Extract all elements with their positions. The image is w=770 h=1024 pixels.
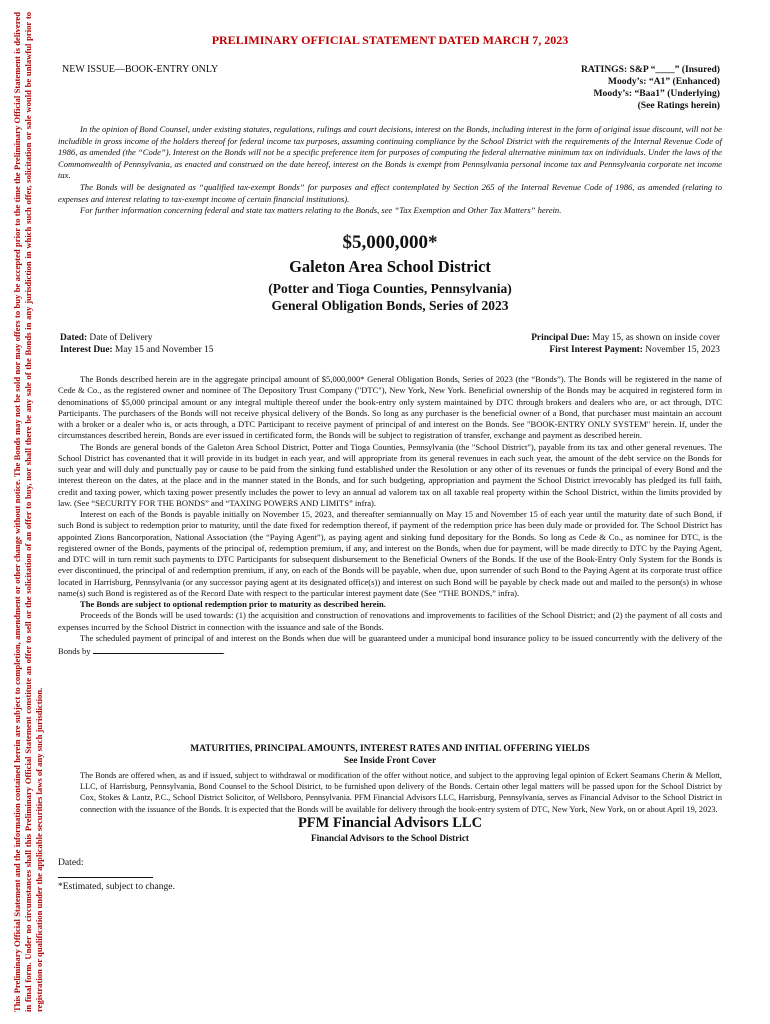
ratings-block <box>581 64 720 112</box>
offering-paragraph: The Bonds are offered when, as and if issued, subject to withdrawal or modification of the offer without notice, and subject to the approving legal opinion of Eckert Seamans Cherin & Mellott, LLC, of Harrisburg, Pennsylvania, Bond Counsel to the School District, to be furnished upon delivery of the Bonds. Certain other legal matters will be passed upon for the School District by Cox, Stokes & Lantz, P.C., School District Solicitor, of Wellsboro, Pennsylvania. PFM Financial Advisors LLC, Harrisburg, Pennsylvania, serves as Financial Advisor to the School District in connection with the issuance of the Bonds. It is expected that the Bonds will be available for delivery through the book-entry system of DTC, New York, New York, on or about April 19, 2023. <box>80 771 722 814</box>
dated-label: Dated: <box>60 333 88 343</box>
first-interest-value: November 15, 2023 <box>645 345 720 355</box>
dates-left <box>60 332 213 356</box>
interest-due-label: Interest Due: <box>60 345 113 355</box>
principal-due-label: Principal Due: <box>531 333 590 343</box>
insurance-paragraph: The scheduled payment of principal of and interest on the Bonds when due will be guaranteed under a municipal bond insurance policy to be issued concurrently with the delivery of the Bonds by . <box>58 632 722 656</box>
new-issue-label: NEW ISSUE—BOOK-ENTRY ONLY <box>62 64 219 75</box>
maturities-subtitle: See Inside Front Cover <box>343 756 437 766</box>
opinion-paragraph: The Bonds will be designated as “qualified tax-exempt Bonds” for purposes and effect contemplated by Section 265 of the Internal Revenue Code of 1986, as amended (relating to expenses and interest relating to tax-exempt income of certain financial institutions). <box>58 181 722 204</box>
advisor-subtitle: Financial Advisors to the School District <box>311 833 469 843</box>
first-interest-label: First Interest Payment: <box>549 345 643 355</box>
maturities-title: MATURITIES, PRINCIPAL AMOUNTS, INTEREST RATES AND INITIAL OFFERING YIELDS <box>190 744 590 754</box>
rating-sp: RATINGS: S&P “____” (Insured) <box>580 64 720 75</box>
body-paragraph: Proceeds of the Bonds will be used towards: (1) the acquisition and construction of renovations and improvements to facilities of the School District; and (2) the payment of all costs and expenses incurred by the School District in connection with the issuance and sale of the Bonds. <box>58 610 722 632</box>
principal-due-value: May 15, as shown on inside cover <box>592 333 720 343</box>
maturities-heading <box>58 743 722 767</box>
opinion-paragraph: In the opinion of Bond Counsel, under existing statutes, regulations, rulings and court decisions, interest on the Bonds, including interest in the form of original issue discount, will not be includible in gross income of the holders thereof for federal income tax purposes, assuming continuing compliance by the School District with the requirements of the Internal Revenue Code of 1986, as amended (the “Code”). Interest on the Bonds will not be a specific preference item for purposes of computing the federal alternative minimum tax on individuals. Under the laws of the Commonwealth of Pennsylvania, as enacted and construed on the date hereof, interest on the Bonds is exempt from Pennsylvania personal income tax and Pennsylvania corporate net income tax. <box>58 124 722 181</box>
body-paragraph: The Bonds are general bonds of the Galeton Area School District, Potter and Tioga Counties, Pennsylvania (the "School District"), payable from its tax and other general revenues. The School District has covenanted that it will provide in its budget in each year, and will appropriate from its general revenues in each such year, the amount of the debt service on the Bonds for such year and will duly and punctually pay or cause to be paid from the sinking fund established under the Resolution or any other of its revenues or funds the principal of every Bond and the interest thereon on the dates, at the place and in the manner stated in the Bonds, and for such budgeting, appropriation and payment the School District irrevocably has pledged its full faith, credit and taxing power, which taxing power presently includes the power to levy an annual ad valorem tax on all taxable real property within the School District, within the limits provided by law. (See “SECURITY FOR THE BONDS” and “TAXING POWERS AND LIMITS” infra). <box>58 441 722 508</box>
insurance-text: The scheduled payment of principal of and interest on the Bonds when due will be guaranteed under a municipal bond insurance policy to be issued concurrently with the delivery of the Bonds by <box>58 632 722 656</box>
series-line: General Obligation Bonds, Series of 2023 <box>271 298 509 313</box>
insurer-blank <box>93 644 223 654</box>
interest-due-value: May 15 and November 15 <box>115 345 214 355</box>
body-paragraph: Interest on each of the Bonds is payable initially on November 15, 2023, and thereafter semiannually on May 15 and November 15 of each year until the maturity date of such Bond, if such Bond is subject to redemption prior to maturity, until the date fixed for redemption thereof, if payment of the redemption price has been duly made or provided for. The School District has appointed Zions Bancorporation, National Association (the “Paying Agent”), as paying agent and sinking fund depositary for the Bonds. So long as Cede & Co., as nominee for DTC, is the registered owner of the Bonds, payments of the principal of, redemption premium, if any, and interest on the Bonds, when due for payment, will be made directly to DTC by the Paying Agent, and DTC will in turn remit such payments to DTC Participants for subsequent disbursement to the Beneficial Owners of the Bonds. If the use of the Book-Entry Only System for the Bonds is ever discontinued, the principal of and redemption premium, if any, on each of the Bonds will be payable, when due, upon surrender of such Bond to the Paying Agent at its corporate trust office located in Harrisburg, Pennsylvania (or any successor paying agent at its designated office(s)) and interest on such Bond will be payable by check made out and mailed to the person(s) in whose name(s) such Bond is registered as of the Record Date with respect to the particular interest payment date (See “THE BONDS,” infra). <box>58 509 722 598</box>
body-text <box>58 374 722 657</box>
dated-line: Dated: <box>58 857 84 868</box>
rating-moodys-enhanced: Moody’s: “A1” (Enhanced) <box>607 76 720 87</box>
issuer-name: Galeton Area School District <box>289 257 491 276</box>
footnote: *Estimated, subject to change. <box>58 881 175 892</box>
rating-moodys-underlying: Moody’s: “Baa1” (Underlying) <box>593 88 720 99</box>
advisor-name: PFM Financial Advisors LLC <box>297 815 483 831</box>
counties-line: (Potter and Tioga Counties, Pennsylvania) <box>268 281 512 296</box>
redemption-notice: The Bonds are subject to optional redemption prior to maturity as described herein. <box>80 599 386 609</box>
tax-opinion <box>58 124 722 217</box>
body-paragraph: The Bonds described herein are in the aggregate principal amount of $5,000,000* General Obligation Bonds, Series of 2023 (the “Bonds”). The Bonds will be registered in the name of Cede & Co., as the registered owner and nominee of The Depository Trust Company ("DTC"), New York, New York. Beneficial ownership of the Bonds may be acquired in registered form in denominations of $5,000 principal amount or any integral multiple thereof under the book-entry only system maintained by DTC through brokers and dealers who are, or act through, DTC Participants. The purchasers of the Bonds will not receive physical delivery of the Bonds. So long as any purchaser is the beneficial owner of a Bond, that purchaser must maintain an account with a broker or a dealer who is, or acts through, a DTC Participant to receive payment of principal of and interest on the Bonds. See "BOOK-ENTRY ONLY SYSTEM" herein. If, under the circumstances described herein, Bonds are ever issued in certificated form, the Bonds will be subject to registration of transfer, exchange and payment as described herein. <box>58 374 722 441</box>
document-title: PRELIMINARY OFFICIAL STATEMENT DATED MARCH 7, 2023 <box>211 33 569 47</box>
footnote-rule <box>58 877 153 878</box>
opinion-paragraph: For further information concerning federal and state tax matters relating to the Bonds, see “Tax Exemption and Other Tax Matters” herein. <box>80 205 562 216</box>
bond-amount: $5,000,000* <box>342 232 438 253</box>
side-legend: This Preliminary Official Statement and the information contained herein are subject to completion, amendment or other change without notice. The Bonds may not be sold nor may offers to buy be accepted prior to the time the Preliminary Official Statement is delivered in final form. Under no circumstances shall this Preliminary Official Statement constitute an offer to sell or the solicitation of an offer to buy, nor shall there be any sale of the Bonds in any jurisdiction in which such offer, solicitation or sale would be unlawful prior to registration or qualification under the applicable securities laws of any such jurisdiction. <box>12 12 44 1012</box>
dated-value: Date of Delivery <box>89 333 153 343</box>
dates-right <box>531 332 720 356</box>
ratings-reference: (See Ratings herein) <box>637 100 720 111</box>
issue-subtitle <box>58 280 722 314</box>
